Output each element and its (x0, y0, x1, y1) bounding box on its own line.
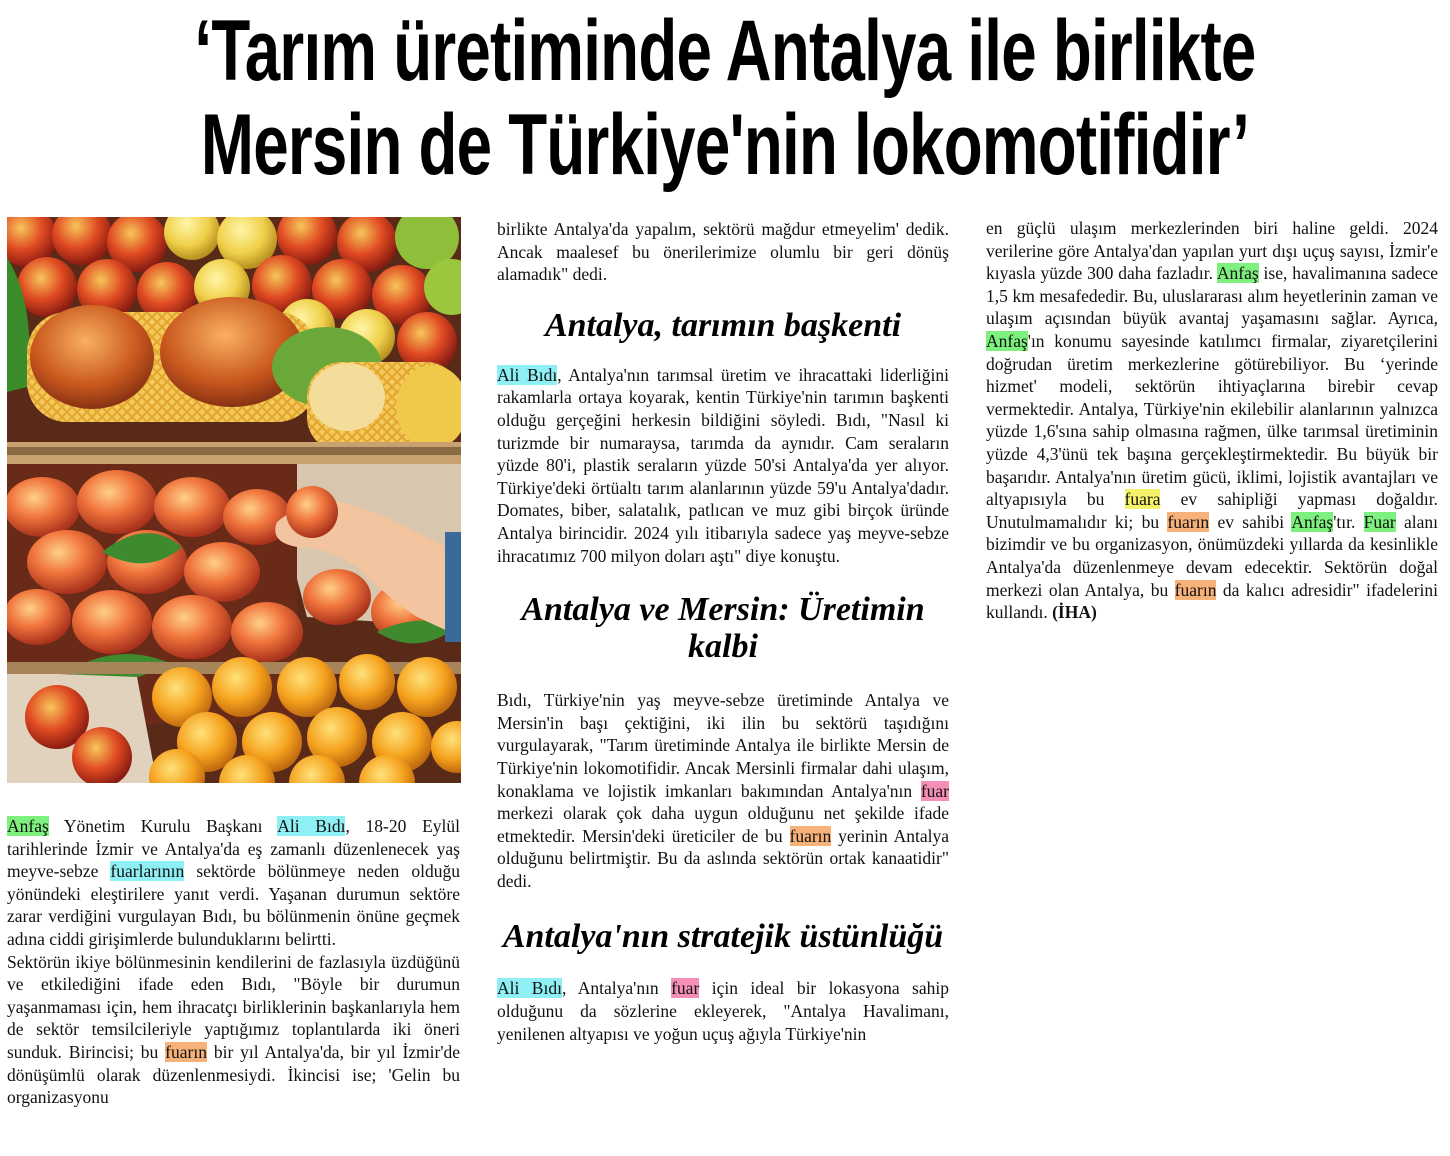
highlight-ali-bidi: Ali Bıdı (277, 816, 346, 836)
text-run: merkezi olarak çok daha uygun olduğunu net şekilde ifade etmektedir. Mersin'deki üreticiler de bu (497, 803, 949, 846)
text-run: ev sahipliği yapması doğaldır. Unutulmamalıdır ki; bu (986, 489, 1438, 532)
text-run: için ideal bir lokasyona sahip olduğunu da sözlerine ekleyerek, "Antalya Havalimanı, yenilenen altyapısı ve yoğun uçuş ağıyla Türkiye'nin (497, 978, 949, 1044)
headline-line-1: ‘Tarım üretiminde Antalya ile birlikte (194, 3, 1256, 99)
text-run: 'ın konumu sayesinde katılımcı firmalar, ziyaretçilerini doğrudan üretim merkezlerine götürebiliyor. Bu ‘yerinde hizmet' modeli, sektörün ihtiyaçlarına birebir cevap vermektedir. Antalya, Türkiye'nin ekilebilir alanlarının yalnızca yüzde 1,6'sına sahip olmasına rağmen, ülke tarımsal üretiminin yüzde 4,3'ünü tek başına gerçekleştirmektedir. Bu büyük bir başarıdır. Antalya'nın üretim gücü, iklimi, lojistik avantajları ve altyapısıyla bu (986, 330, 1438, 510)
article-column-1 (7, 815, 460, 1109)
headline-line-2: Mersin de Türkiye'nin lokomotifidir’ (200, 97, 1250, 193)
highlight-anfas: Anfaş (1216, 263, 1259, 284)
fruit-market-photo (7, 217, 461, 783)
text-run: , Antalya'nın (561, 978, 672, 999)
text-run: 'tır. (1333, 511, 1364, 532)
text-run: ev sahibi (1209, 511, 1292, 532)
source-credit: (İHA) (1052, 602, 1097, 623)
text-run: yerinin Antalya olduğunu belirtmiştir. Bu da aslında sektörün ortak kanaatidir" dedi. (497, 825, 949, 891)
headline (189, 4, 1262, 192)
highlight-fuar: Fuar (1363, 511, 1396, 532)
highlight-fuar: fuara (1124, 489, 1161, 510)
paragraph (7, 815, 460, 951)
subheading-1: Antalya, tarımın başkenti (544, 306, 902, 344)
highlight-ali-bidi: Ali Bıdı (497, 364, 558, 385)
text-run: ise, havalimanına sadece 1,5 km mesafededir. Bu, uluslararası alım heyetlerinin zaman ve ulaşım açısından büyük avantaj yaşamasını sağlar. Ayrıca, (986, 263, 1438, 329)
highlight-fuar: fuarlarının (110, 861, 185, 882)
text-run: bir yıl Antalya'da, bir yıl İzmir'de dönüşümlü olarak düzenlenmesiydi. İkincisi ise; 'Gelin bu organizasyonu (7, 1041, 461, 1108)
highlight-anfas: Anfaş (1291, 511, 1334, 532)
highlight-anfas: Anfaş (986, 330, 1028, 351)
text-run: Yönetim Kurulu Başkanı (48, 816, 278, 836)
text-run: sektörde bölünmeye neden olduğu yönündeki eleştirilere yanıt verdi. Yaşanan durumun sektöre zarar verdiğini vurgulayan Bıdı, bu bölünmenin önüne geçmek adına ciddi girişimlerde bulunduklarını belirtti. (7, 861, 460, 949)
highlight-fuar: fuar (671, 978, 700, 999)
paragraph (497, 364, 949, 567)
highlight-anfas: Anfaş (7, 816, 49, 836)
text-run: Sektörün ikiye bölünmesinin kendilerini de fazlasıyla üzdüğünü ve etkilediğini ifade eden Bıdı, "Böyle bir durumun yaşanmaması için, hem ihracatçı birliklerinin başkanlarıyla hem de sektör temsilcileriyle yaptığımız toplantılarda iki öneri sunduk. Birincisi; bu (7, 951, 460, 1062)
highlight-ali-bidi: Ali Bıdı (497, 978, 562, 999)
paragraph (497, 977, 949, 1045)
article-column-3 (986, 217, 1438, 624)
text-run: Bıdı, Türkiye'nin yaş meyve-sebze üretiminde Antalya ve Mersin'in başı çektiğini, iki ilin bu sektörü taşıdığını vurgulayarak, "Tarım üretiminde Antalya ile birlikte Mersin de Türkiye'nin lokomotifidir. Ancak Mersinli firmalar dahi ulaşım, konaklama ve lojistik imkanları bakımından Antalya'nın (497, 690, 949, 801)
paragraph (986, 217, 1438, 624)
text-run: , Antalya'nın tarımsal üretim ve ihracattaki liderliğini rakamlarla ortaya koyarak, kentin Türkiye'nin tarımın başkenti olduğu gerçeğini herkesin bildiğini söyledi. Bıdı, "Nasıl ki turizmde bir numaraysa, tarımda da aynıdır. Cam seraların yüzde 80'i, plastik seraların yüzde 50'si Antalya'da yer alıyor. Türkiye'deki örtüaltı tarım alanlarının yüzde 59'u Antalya'dadır. Domates, biber, salatalık, patlıcan ve muz gibi birçok üründe Antalya birincidir. 2024 yılı itibarıyla sadece yaş meyve-sebze ihracatımız 700 milyon doları aştı" diye konuştu. (497, 364, 949, 566)
subheading-3: Antalya'nın stratejik üstünlüğü (502, 918, 944, 956)
text-run: da kalıcı adresidir" ifadelerini kullandı. (986, 579, 1438, 623)
highlight-fuar: fuarın (789, 825, 832, 846)
highlight-fuar: fuarın (1167, 511, 1210, 532)
article-column-2 (497, 218, 949, 1045)
text-run: en güçlü ulaşım merkezlerinden biri haline geldi. 2024 verilerine göre Antalya'dan yapılan yurt dışı uçuş sayısı, İzmir'e kıyasla yüzde 300 daha fazladır. (986, 218, 1438, 284)
paragraph (497, 689, 949, 892)
text-run: , 18-20 Eylül tarihlerinde İzmir ve Antalya'da eş zamanlı düzenlenecek yaş meyve-sebze (7, 816, 460, 882)
text-run: alanı bizimdir ve bu organizasyon, önümüzdeki yıllarda da kesinlikle Antalya'da düzenlenmeye devam edecektir. Sektörün doğal merkezi olan Antalya, bu (986, 511, 1439, 600)
highlight-fuar: fuarın (1174, 579, 1217, 600)
paragraph (7, 951, 460, 1109)
highlight-fuar: fuar (920, 780, 949, 801)
highlight-fuar: fuarın (165, 1041, 207, 1062)
paragraph: birlikte Antalya'da yapalım, sektörü mağdur etmeyelim' dedik. Ancak maalesef bu önerilerimize olumlu bir geri dönüş alamadık" dedi. (497, 219, 949, 285)
subheading-2: Antalya ve Mersin: Üretimin kalbi (521, 591, 925, 666)
